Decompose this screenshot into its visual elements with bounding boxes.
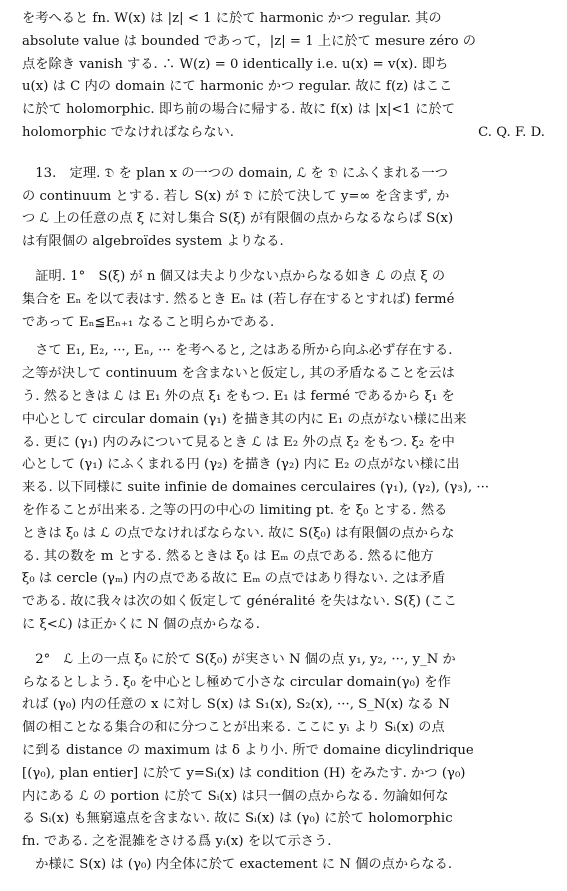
text-line: absolute value は bounded であって，|z| = 1 上に於て mesure zéro の: [22, 33, 477, 49]
text-line: ときは ξ₀ は ℒ の点でなければならない. 故に S(ξ₀) は有限個の点からな: [22, 525, 455, 541]
text-line: 個の相ことなる集合の和に分つことが出来る. ここに yᵢ より Sᵢ(x) の点: [22, 720, 445, 736]
text-line: であって Eₙ≦Eₙ₊₁ なること明らかである.: [22, 314, 275, 330]
text-line: に到る distance の maximum は δ より小. 所で domaine dicylindrique: [22, 742, 474, 758]
text-line: 点を除き vanish する. ∴ W(z) = 0 identically i.e. u(x) = v(x). 即ち: [22, 56, 449, 72]
text-line: [(γ₀), plan entier] に於て y=Sᵢ(x) は condition (H) をみたす. かつ (γ₀): [22, 765, 466, 781]
text-line: に ξ<ℒ) は正かくに N 個の点からなる.: [22, 616, 261, 632]
text-line: れば (γ₀) 内の任意の x に対し S(x) は S₁(x), S₂(x), ···, S_N(x) なる N: [22, 697, 450, 713]
text-line: 13. 定理. 𝔇 を plan x の一つの domain, ℒ を 𝔇 にふくまれる一つ: [22, 165, 448, 181]
text-line: は有限個の algebroïdes system よりなる.: [22, 234, 284, 250]
text-line: 心として (γ₁) にふくまれる円 (γ₂) を描き (γ₂) 内に E₂ の点がない様に出: [22, 457, 460, 473]
text-line: である. 故に我々は次の如く仮定して généralité を失はない. S(ξ) (ここ: [22, 594, 457, 610]
proof-part-2: [22, 649, 545, 877]
text-line: らなるとしよう. ξ₀ を中心とし極めて小さな circular domain(γ₀) を作: [22, 674, 451, 690]
text-line: 之等が決して continuum を含まないと仮定し, 其の矛盾なることを云は: [22, 366, 455, 382]
paragraph-continuation: [22, 8, 545, 145]
text-line: u(x) は C 内の domain にて harmonic かつ regular. 故に f(z) はここ: [22, 79, 453, 95]
text-line: 2° ℒ 上の一点 ξ₀ に於て S(ξ₀) が実さい N 個の点 y₁, y₂, ···, y_N か: [22, 651, 456, 667]
text-line: 来る. 以下同様に suite infinie de domaines cerculaires (γ₁), (γ₂), (γ₃), ···: [22, 480, 490, 496]
text-line: の continuum とする. 若し S(x) が 𝔇 に於て決して y=∞ を含まず, か: [22, 188, 450, 204]
text-line: を作ることが出来る. 之等の円の中心の limiting pt. を ξ₀ とする. 然る: [22, 502, 448, 518]
text-line: る Sᵢ(x) も無窮遠点を含まない. 故に Sᵢ(x) は (γ₀) に於て holomorphic: [22, 811, 453, 827]
text-line: う. 然るときは ℒ は E₁ 外の点 ξ₁ をもつ. E₁ は fermé であるから ξ₁ を: [22, 388, 455, 404]
text-line: 内にある ℒ の portion に於て Sᵢ(x) は只一個の点からなる. 勿論如何な: [22, 788, 449, 804]
text-line: fn. である. 之を混雑をさける爲 yᵢ(x) を以て示さう.: [22, 834, 332, 850]
text-line: る. 更に (γ₁) 内のみについて見るとき ℒ は E₂ 外の点 ξ₂ をもつ. ξ₂ を中: [22, 434, 455, 450]
text-line: 証明. 1° S(ξ) が n 個又は夫より少ない点からなる如き ℒ の点 ξ の: [22, 268, 446, 284]
text-line: つ ℒ 上の任意の点 ξ に対し集合 S(ξ) が有限個の点からなるならば S(x): [22, 211, 454, 227]
cqfd-mark: C. Q. F. D.: [478, 124, 545, 140]
proof-part-1: [22, 266, 545, 334]
text-line: holomorphic でなければならない.: [22, 124, 235, 140]
proof-part-1-continued: [22, 340, 545, 636]
text-line: 集合を Eₙ を以て表はす. 然るとき Eₙ は (若し存在するとすれば) fermé: [22, 291, 455, 307]
text-line-with-cqfd: [22, 122, 545, 145]
text-line: を考へると fn. W(x) は |z| < 1 に於て harmonic かつ regular. 其の: [22, 11, 442, 26]
text-line: に於て holomorphic. 即ち前の場合に帰する. 故に f(x) は |x|<1 に於て: [22, 102, 455, 118]
text-line: さて E₁, E₂, ···, Eₙ, ··· を考へると, 之はある所から向ふ必ず存在する.: [22, 343, 453, 359]
text-line: る. 其の数を m とする. 然るときは ξ₀ は Eₘ の点である. 然るに他方: [22, 548, 434, 564]
text-line: ξ₀ は cercle (γₘ) 内の点である故に Eₘ の点ではあり得ない. 之は矛盾: [22, 571, 446, 587]
text-line: か様に S(x) は (γ₀) 内全体に於て exactement に N 個の点からなる.: [22, 856, 453, 872]
theorem-13: [22, 163, 545, 254]
text-line: 中心として circular domain (γ₁) を描き其の内に E₁ の点がない様に出来: [22, 411, 467, 427]
